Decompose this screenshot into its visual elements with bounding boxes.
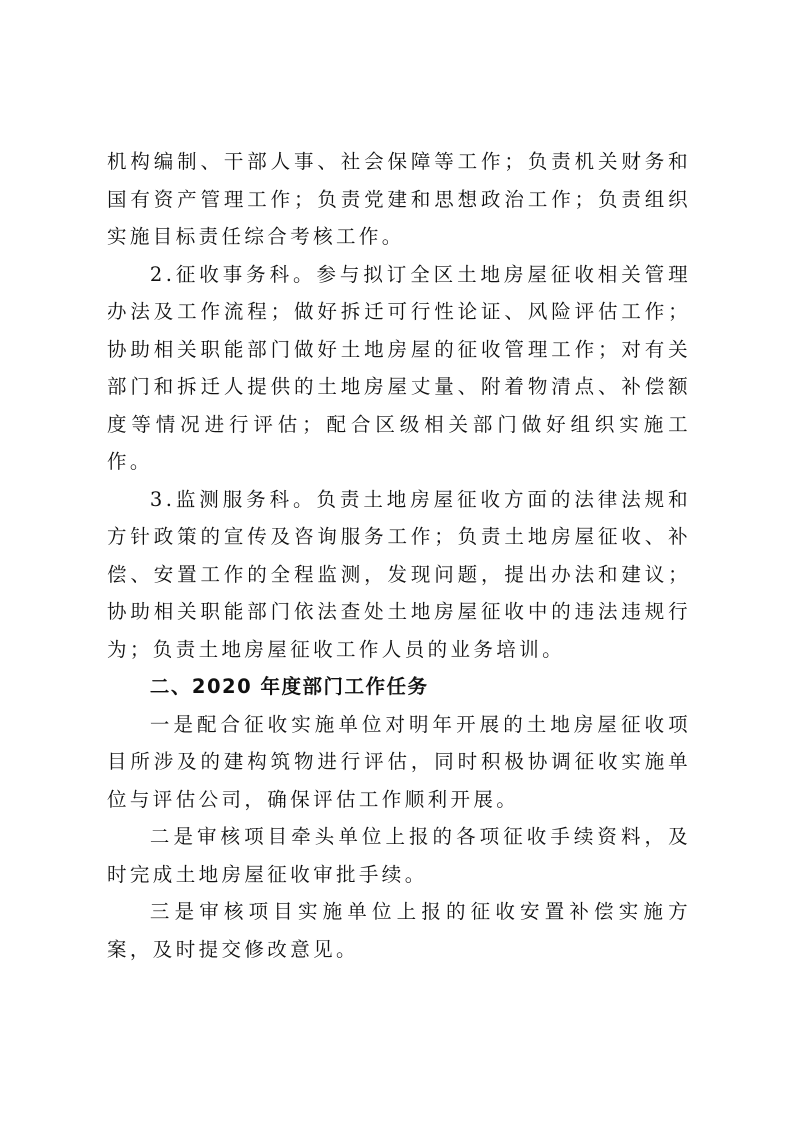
paragraph-collection-affairs-section: 2.征收事务科。参与拟订全区土地房屋征收相关管理办法及工作流程；做好拆迁可行性论证、风险评估工作；协助相关职能部门做好土地房屋的征收管理工作；对有关部门和拆迁人提供的土地房屋丈量、附着物清点、补偿额度等情况进行评估；配合区级相关部门做好组织实施工作。 [107, 262, 691, 473]
task-paragraph-1: 一是配合征收实施单位对明年开展的土地房屋征收项目所涉及的建构筑物进行评估，同时积极协调征收实施单位与评估公司，确保评估工作顺利开展。 [107, 712, 691, 811]
paragraph-duties-continued: 机构编制、干部人事、社会保障等工作；负责机关财务和国有资产管理工作；负责党建和思想政治工作；负责组织实施目标责任综合考核工作。 [107, 150, 691, 248]
document-body [107, 143, 691, 968]
task-paragraph-2: 二是审核项目牵头单位上报的各项征收手续资料，及时完成土地房屋征收审批手续。 [107, 825, 691, 886]
section-heading: 二、2020 年度部门工作任务 [149, 675, 429, 698]
paragraph-monitoring-service-section: 3.监测服务科。负责土地房屋征收方面的法律法规和方针政策的宣传及咨询服务工作；负责土地房屋征收、补偿、安置工作的全程监测，发现问题，提出办法和建议；协助相关职能部门依法查处土地房屋征收中的违法违规行为；负责土地房屋征收工作人员的业务培训。 [107, 487, 691, 661]
task-paragraph-3: 三是审核项目实施单位上报的征收安置补偿实施方案，及时提交修改意见。 [107, 900, 691, 961]
